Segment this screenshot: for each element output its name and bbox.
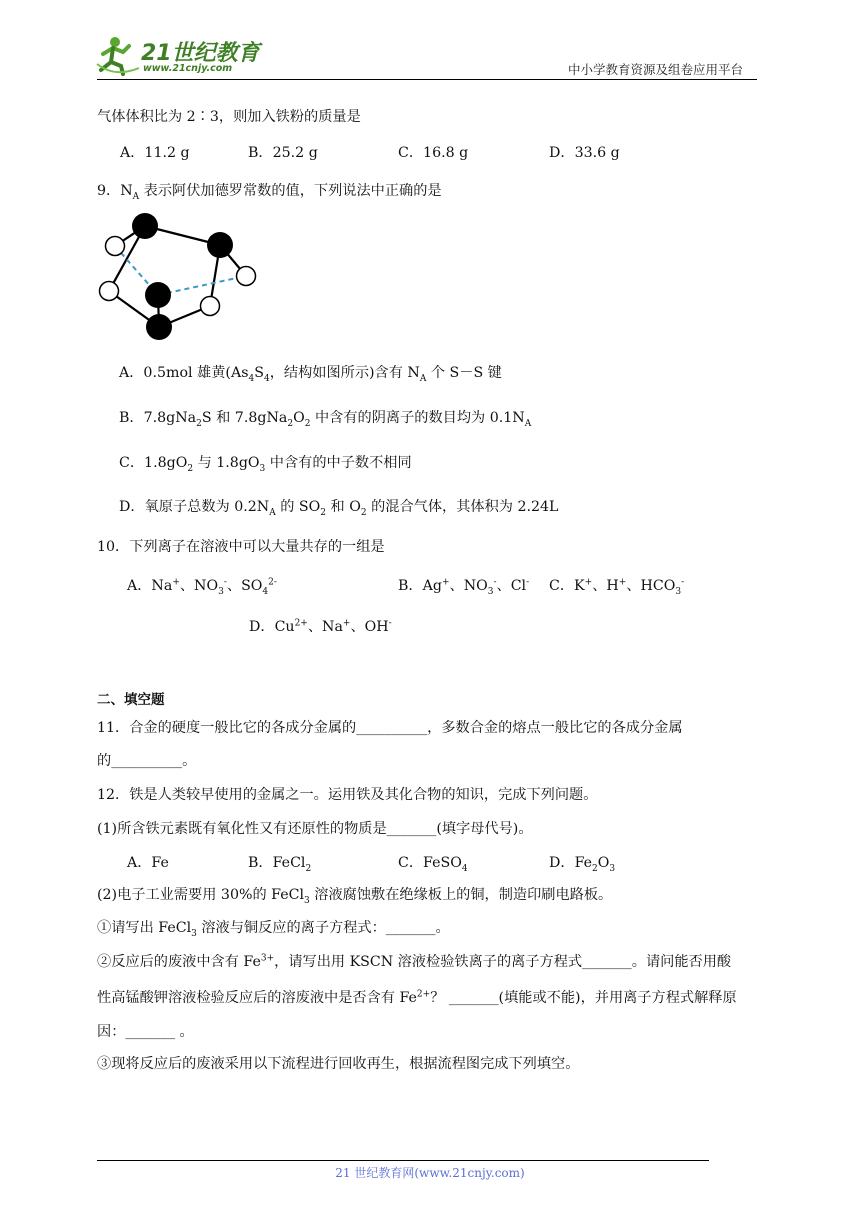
q8-option-d: D．33.6 g [549, 145, 620, 161]
sulfur-atom [100, 282, 119, 301]
arsenic-atom [207, 232, 233, 258]
q8-continuation: 气体体积比为 2∶3，则加入铁粉的质量是 [97, 109, 361, 125]
q12-part1: (1)所含铁元素既有氧化性又有还原性的物质是_______(填字母代号)。 [97, 821, 533, 837]
q9-stem-text: 表示阿伏加德罗常数的值，下列说法中正确的是 [139, 183, 442, 199]
q9-option-c: C．$1.8gO_2$ 与 $1.8gO_3$ 中含有的中子数不相同 [119, 455, 412, 474]
q10-option-b: B．Ag+、$NO_3^-$、Cl- [398, 577, 530, 597]
q12-stem: 12．铁是人类较早使用的金属之一。运用铁及其化合物的知识，完成下列问题。 [97, 787, 598, 803]
section-title-fill-blank: 二、填空题 [97, 692, 165, 708]
q12-option-b: B．FeCl$_2$ [248, 855, 312, 874]
q11-line2: 的__________。 [97, 753, 197, 769]
q8-option-a: A．11.2 g [120, 145, 190, 161]
arsenic-atom [132, 213, 158, 239]
q12-sub3: ③现将反应后的废液采用以下流程进行回收再生，根据流程图完成下列填空。 [97, 1056, 580, 1072]
sulfur-atom [106, 237, 125, 256]
na-subscript: A [132, 191, 140, 202]
sulfur-atom [201, 297, 220, 316]
q10-option-d: D．$Cu^{2+}$、Na+、OH- [249, 618, 392, 635]
na-symbol: N [120, 183, 133, 199]
arsenic-atom [146, 314, 172, 340]
sulfur-atom [237, 267, 256, 286]
q11-line1: 11．合金的硬度一般比它的各成分金属的__________，多数合金的熔点一般比它的各成分金属 [97, 720, 683, 736]
logo-text: 21世纪教育 [141, 41, 260, 66]
q9-option-a: A．0.5mol 雄黄($As_4S_4$，结构如图所示)含有 $N_A$ 个 S－S 键 [119, 365, 502, 384]
q10-option-c: C．K+、H+、$HCO_3^-$ [549, 577, 685, 597]
q12-option-c: C．FeSO$_4$ [398, 855, 468, 874]
as4s4-structure-diagram [96, 210, 266, 350]
footer-link[interactable]: 21 世纪教育网(www.21cnjy.com) [335, 1166, 525, 1180]
q12-part2: (2)电子工业需要用 30%的 FeCl$_3$ 溶液腐蚀敷在绝缘板上的铜，制造印刷电路板。 [97, 887, 613, 906]
header-divider [97, 79, 757, 80]
q12-sub2-line2: 性高锰酸钾溶液检验反应后的溶废液中是否含有 $Fe^{2+}$？ _______(填能或不能)，并用离子方程式解释原 [97, 989, 737, 1006]
footer-divider [97, 1160, 709, 1161]
q9-number: 9． [97, 183, 121, 199]
q12-option-a: A．Fe [127, 855, 169, 871]
q10-option-a: A．Na+、$NO_3^-$、$SO_4^{2-}$ [127, 577, 277, 597]
q8-option-c: C．16.8 g [398, 145, 469, 161]
q9-option-d: D．氧原子总数为 $0.2N_A$ 的 $SO_2$ 和 $O_2$ 的混合气体，其体积为 2.24L [119, 499, 559, 518]
header-platform-text: 中小学教育资源及组卷应用平台 [568, 62, 744, 77]
site-logo [95, 34, 260, 78]
q10-stem: 10．下列离子在溶液中可以大量共存的一组是 [97, 539, 385, 555]
q9-option-b: B．7.8gNa$_2$S 和 $7.8gNa_2O_2$ 中含有的阴离子的数目均为 $0.1N_A$ [119, 410, 532, 429]
q9-stem [97, 180, 442, 202]
q12-sub2-line3: 因：_______ 。 [97, 1024, 194, 1040]
q12-sub2-line1: ②反应后的废液中含有 $Fe^{3+}$，请写出用 KSCN 溶液检验铁离子的离子方程式_______。请问能否用酸 [97, 953, 732, 970]
logo-url: www.21cnjy.com [143, 63, 233, 74]
q12-sub1: ①请写出 FeCl$_3$ 溶液与铜反应的离子方程式：_______。 [97, 920, 450, 939]
q8-option-b: B．25.2 g [248, 145, 318, 161]
q12-option-d: D．$Fe_2O_3$ [549, 855, 616, 874]
arsenic-atom [145, 282, 171, 308]
